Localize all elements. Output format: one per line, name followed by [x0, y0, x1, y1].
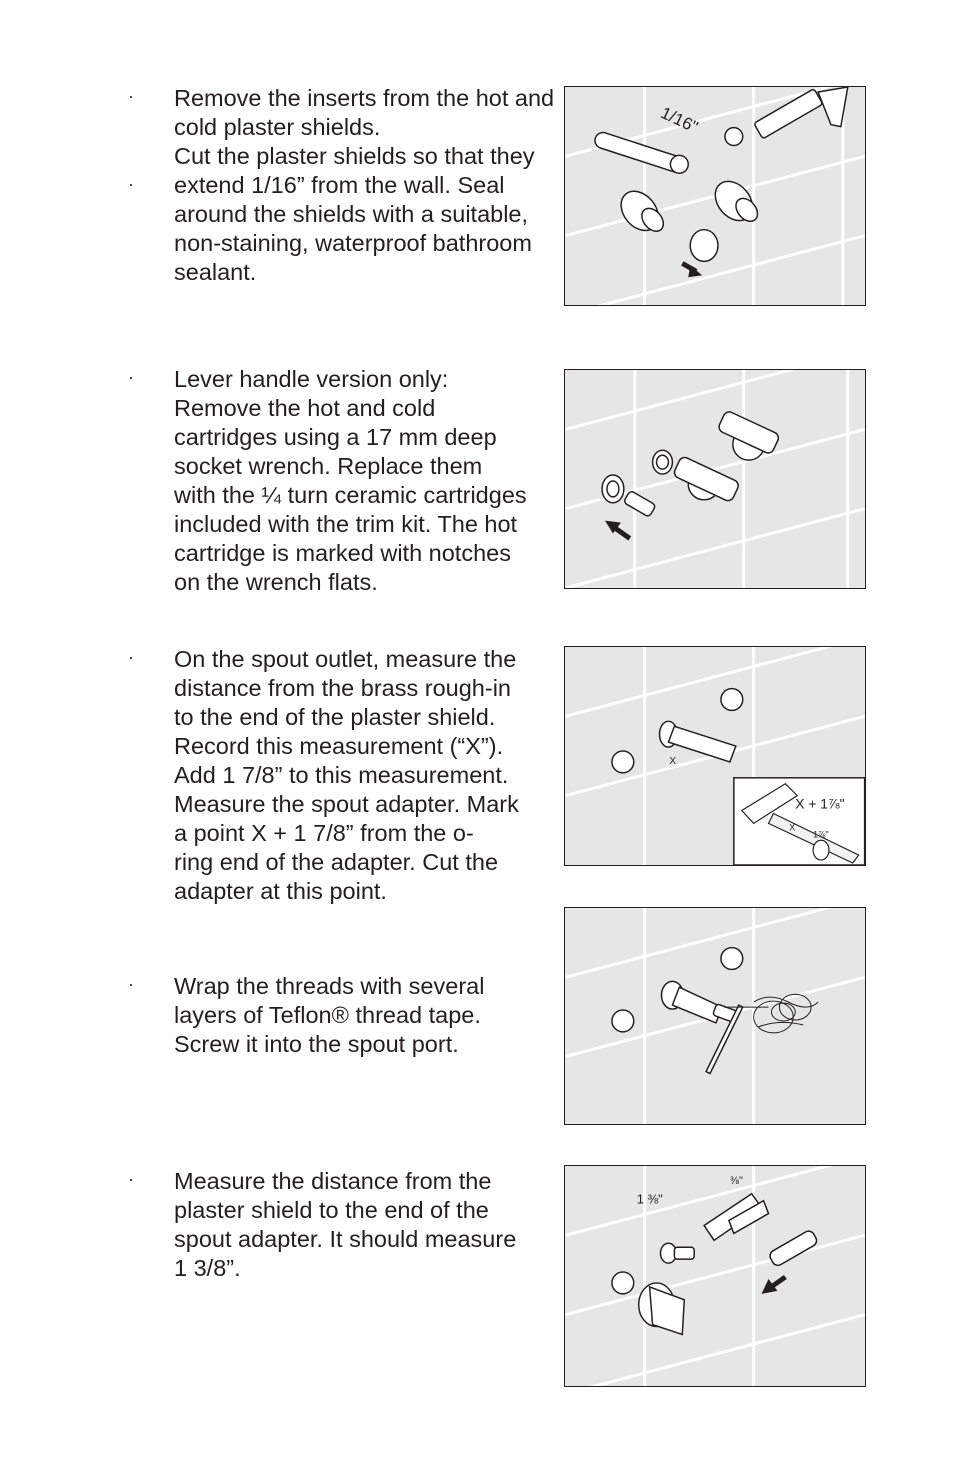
text-line: ring end of the adapter. Cut the: [174, 849, 499, 875]
text-line: cartridge is marked with notches: [174, 540, 511, 566]
step-5-text: [128, 1167, 558, 1283]
step-2-paragraph-1: [174, 365, 558, 597]
step-1-paragraph-1: [174, 84, 558, 142]
figure-label: 1/16": [657, 103, 701, 137]
step-2-text: [128, 365, 558, 597]
text-line: on the wrench flats.: [174, 569, 378, 595]
step-3-text: [128, 645, 558, 906]
text-line: to the end of the plaster shield.: [174, 704, 496, 730]
bullet: ·: [128, 367, 134, 387]
figure-label: 1⅞": [813, 829, 829, 840]
bullet: ·: [128, 974, 134, 994]
text-line: layers of Teflon® thread tape.: [174, 1002, 481, 1028]
text-line: Record this measurement (“X”).: [174, 733, 504, 759]
text-line: included with the trim kit. The hot: [174, 511, 518, 537]
text-line: Lever handle version only:: [174, 366, 449, 392]
step-5-paragraph-1: [174, 1167, 558, 1283]
figure-label: X: [789, 822, 796, 833]
text-line: extend 1/16” from the wall. Seal: [174, 172, 505, 198]
text-line: distance from the brass rough-in: [174, 675, 511, 701]
text-line: sealant.: [174, 259, 257, 285]
step-1-text: [128, 84, 558, 287]
figure-thread-tape: [564, 907, 866, 1125]
text-line: Remove the inserts from the hot and: [174, 85, 555, 111]
text-line: plaster shield to the end of the: [174, 1197, 489, 1223]
figure-trim-shields-and-seal: [564, 86, 866, 306]
figure-label: ⅜": [729, 1174, 743, 1187]
text-line: spout adapter. It should measure: [174, 1226, 517, 1252]
step-4-text: [128, 972, 558, 1059]
bullet: ·: [128, 1169, 134, 1189]
text-line: On the spout outlet, measure the: [174, 646, 517, 672]
text-line: a point X + 1 7/8” from the o-: [174, 820, 474, 846]
text-line: cartridges using a 17 mm deep: [174, 424, 497, 450]
text-line: around the shields with a suitable,: [174, 201, 529, 227]
text-line: Wrap the threads with several: [174, 973, 485, 999]
text-line: cold plaster shields.: [174, 114, 381, 140]
bullet: ·: [128, 86, 134, 106]
text-line: Screw it into the spout port.: [174, 1031, 459, 1057]
figure-measure-and-cut-adapter: [564, 646, 866, 866]
text-line: non-staining, waterproof bathroom: [174, 230, 532, 256]
text-line: with the ¼ turn ceramic cartridges: [174, 482, 527, 508]
text-line: Add 1 7/8” to this measurement.: [174, 762, 509, 788]
figure-label: X: [669, 755, 677, 767]
step-4-paragraph-1: [174, 972, 558, 1059]
text-line: socket wrench. Replace them: [174, 453, 483, 479]
text-line: Remove the hot and cold: [174, 395, 436, 421]
text-line: Measure the distance from the: [174, 1168, 492, 1194]
figure-label: 1 ⅜": [636, 1191, 663, 1207]
figure-replace-cartridges: [564, 369, 866, 589]
step-3-paragraph-1: [174, 645, 558, 906]
bullet: ·: [128, 174, 134, 194]
text-line: Cut the plaster shields so that they: [174, 143, 535, 169]
inset-adapter-cut: [734, 778, 865, 865]
bullet: ·: [128, 647, 134, 667]
figure-measure-spout-adapter: [564, 1165, 866, 1387]
text-line: Measure the spout adapter. Mark: [174, 791, 519, 817]
text-line: 1 3/8”.: [174, 1255, 241, 1281]
figure-label: X + 1⅞": [795, 795, 845, 812]
step-1-paragraph-2: [174, 142, 558, 287]
text-line: adapter at this point.: [174, 878, 387, 904]
